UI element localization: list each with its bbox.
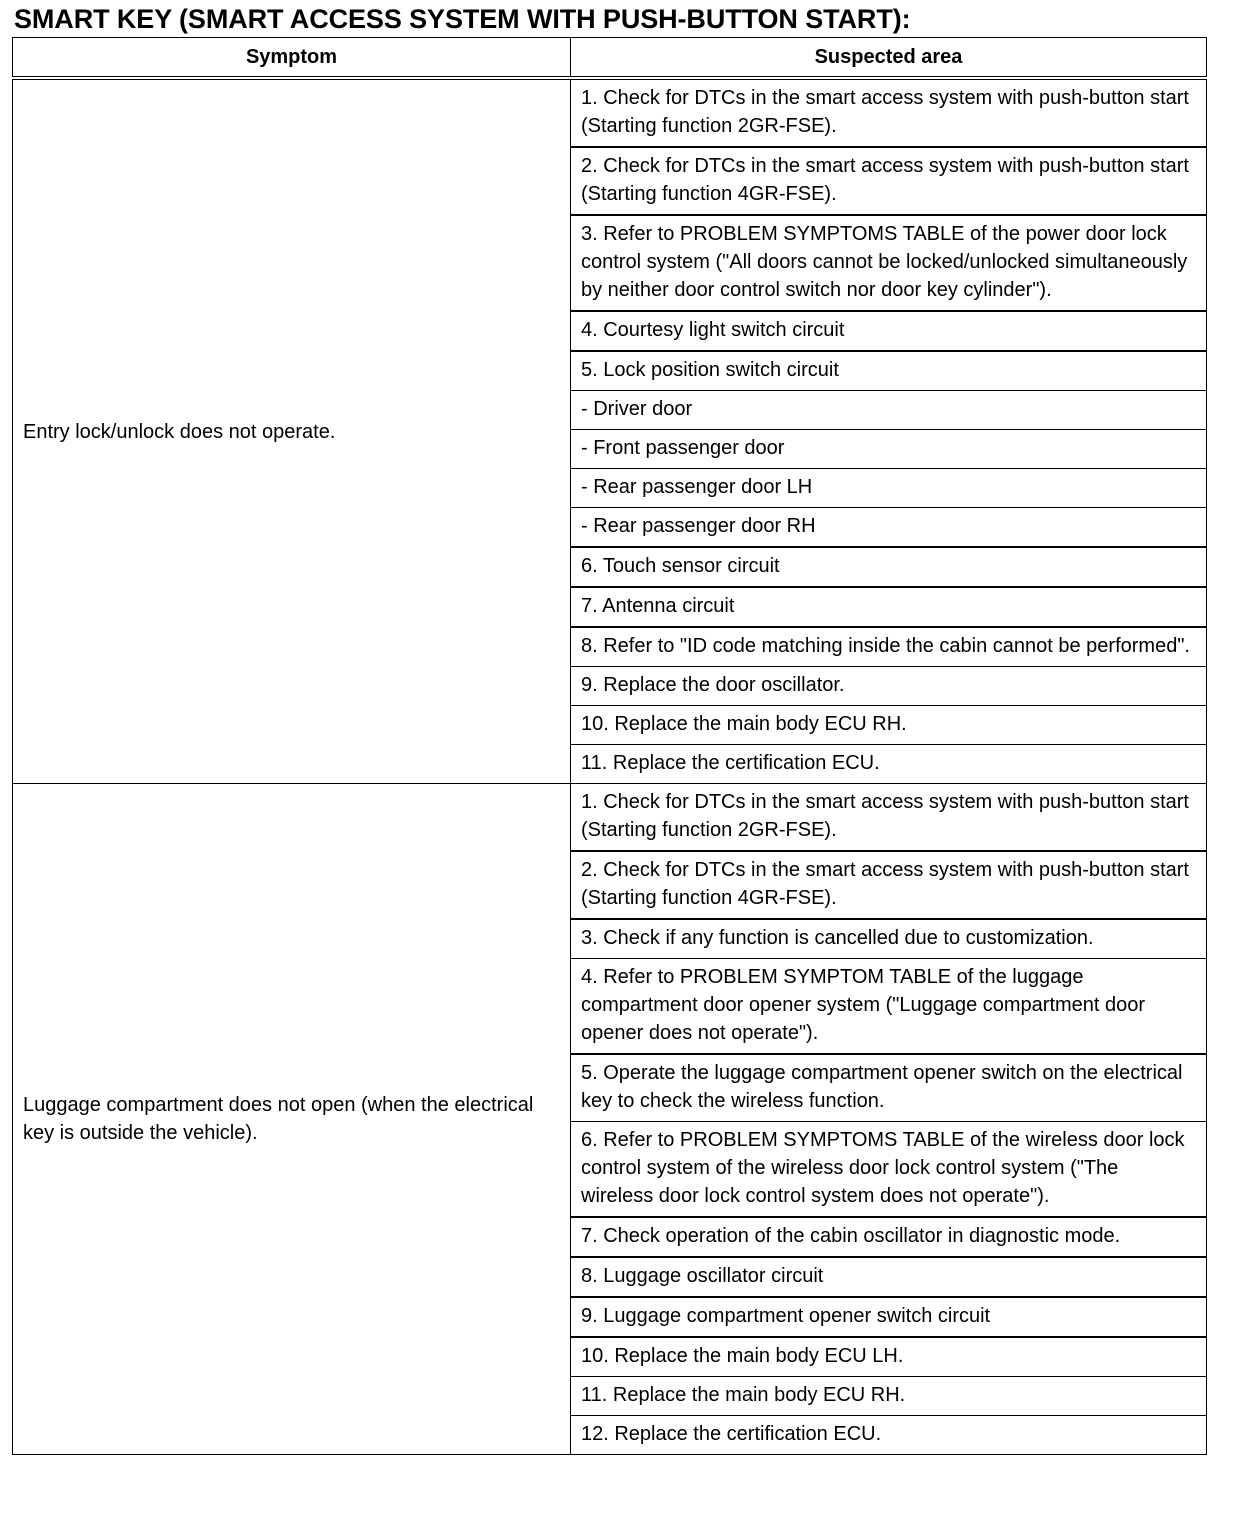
table-row — [13, 784, 1207, 852]
suspected-area-cell: 1. Check for DTCs in the smart access system with push-button start (Starting function 2GR-FSE). — [571, 78, 1207, 147]
suspected-area-cell: 11. Replace the certification ECU. — [571, 745, 1207, 784]
suspected-area-cell: 10. Replace the main body ECU LH. — [571, 1337, 1207, 1377]
suspected-area-cell: 9. Luggage compartment opener switch circuit — [571, 1297, 1207, 1337]
suspected-area-cell: - Front passenger door — [571, 430, 1207, 469]
suspected-area-cell: 4. Courtesy light switch circuit — [571, 311, 1207, 351]
suspected-area-cell: - Rear passenger door LH — [571, 469, 1207, 508]
suspected-area-cell: 4. Refer to PROBLEM SYMPTOM TABLE of the luggage compartment door opener system ("Luggage compartment door opener does not operate"). — [571, 959, 1207, 1055]
symptom-cell: Entry lock/unlock does not operate. — [13, 78, 571, 784]
header-suspected-area: Suspected area — [571, 38, 1207, 79]
suspected-area-cell: 1. Check for DTCs in the smart access system with push-button start (Starting function 2GR-FSE). — [571, 784, 1207, 852]
suspected-area-cell: 9. Replace the door oscillator. — [571, 667, 1207, 706]
suspected-area-cell: 7. Check operation of the cabin oscillator in diagnostic mode. — [571, 1217, 1207, 1257]
suspected-area-cell: 12. Replace the certification ECU. — [571, 1416, 1207, 1455]
suspected-area-cell: 2. Check for DTCs in the smart access system with push-button start (Starting function 4GR-FSE). — [571, 147, 1207, 215]
suspected-area-cell: 3. Refer to PROBLEM SYMPTOMS TABLE of the power door lock control system ("All doors cannot be locked/unlocked simultaneously by neither door control switch nor door key cylinder"). — [571, 215, 1207, 311]
symptom-table — [12, 37, 1207, 1455]
suspected-area-cell: 2. Check for DTCs in the smart access system with push-button start (Starting function 4GR-FSE). — [571, 851, 1207, 919]
suspected-area-cell: 10. Replace the main body ECU RH. — [571, 706, 1207, 745]
suspected-area-cell: 7. Antenna circuit — [571, 587, 1207, 627]
suspected-area-cell: 6. Refer to PROBLEM SYMPTOMS TABLE of the wireless door lock control system of the wireless door lock control system ("The wireless door lock control system does not operate"). — [571, 1122, 1207, 1218]
header-symptom: Symptom — [13, 38, 571, 79]
suspected-area-cell: 5. Lock position switch circuit — [571, 351, 1207, 391]
suspected-area-cell: 8. Luggage oscillator circuit — [571, 1257, 1207, 1297]
page-title: SMART KEY (SMART ACCESS SYSTEM WITH PUSH-BUTTON START): — [14, 4, 911, 34]
suspected-area-cell: 5. Operate the luggage compartment opener switch on the electrical key to check the wireless function. — [571, 1054, 1207, 1122]
suspected-area-cell: - Driver door — [571, 391, 1207, 430]
table-body — [13, 78, 1207, 1455]
suspected-area-cell: 11. Replace the main body ECU RH. — [571, 1377, 1207, 1416]
suspected-area-cell: 3. Check if any function is cancelled due to customization. — [571, 919, 1207, 959]
suspected-area-cell: - Rear passenger door RH — [571, 508, 1207, 548]
symptom-cell: Luggage compartment does not open (when the electrical key is outside the vehicle). — [13, 784, 571, 1455]
suspected-area-cell: 8. Refer to "ID code matching inside the cabin cannot be performed". — [571, 627, 1207, 667]
table-header-row — [13, 38, 1207, 79]
suspected-area-cell: 6. Touch sensor circuit — [571, 547, 1207, 587]
table-row — [13, 78, 1207, 147]
